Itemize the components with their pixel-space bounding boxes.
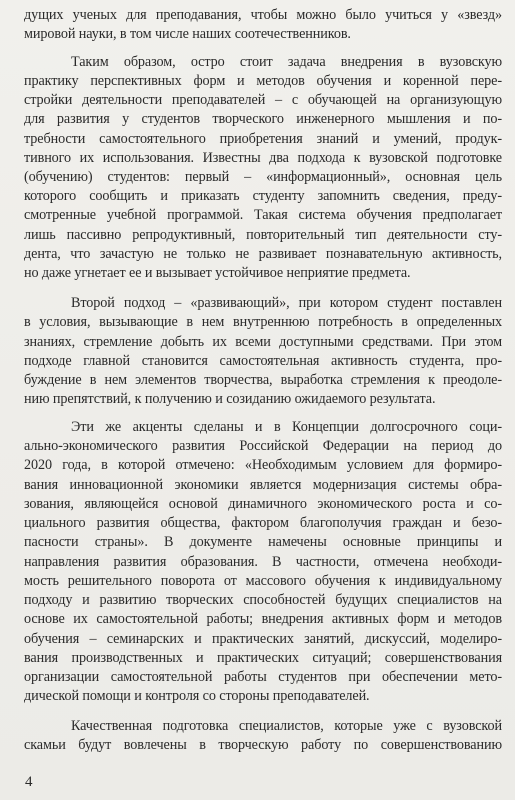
text-line: Второй подход – «развивающий», при котором студент поставлен [71,295,502,311]
text-line: практику перспективных форм и методов обучения и коренной пере- [24,73,502,89]
text-line: Качественная подготовка специалистов, которые уже с вузовской [71,718,502,734]
text-line: направления развития образования. В частности, отмечена необходи- [24,554,502,570]
text-line: вания инновационной экономики является модернизация системы обра- [24,477,502,493]
text-line: знаниях, стремление добыть их всеми доступными средствами. При этом [24,334,502,350]
text-line: (обучению) студентов: первый – «информационный», основная цель [24,169,502,185]
text-line: Эти же акценты сделаны и в Концепции долгосрочного соци- [71,419,502,435]
text-line: вания производственных и практических ситуаций; совершенствования [24,650,502,666]
text-line: которого сообщить и приказать студенту запомнить сведения, преду- [24,188,502,204]
text-line: в условия, вызывающие в нем внутреннюю потребность в определенных [24,314,502,330]
text-line: 2020 года, в которой отмечено: «Необходимым условием для формиро- [24,457,502,473]
text-line: требности самостоятельного приобретения знаний и умений, продук- [24,131,502,147]
text-line: дущих ученых для преподавания, чтобы можно было учиться у «звезд» [24,7,502,23]
text-line: но даже угнетает ее и вызывает устойчивое неприятие предмета. [24,265,411,281]
text-line: нию препятствий, к получению и созиданию ожидаемого результата. [24,391,436,407]
text-line: буждение в нем элементов творчества, выработка стремления к преодоле- [24,372,502,388]
text-line: подходе главной становится самостоятельная активность студента, про- [24,353,502,369]
text-line: зования, являющейся основой динамичного экономического роста и со- [24,496,502,512]
text-line: стройки деятельности преподавателей – с обучающей на организующую [24,92,502,108]
text-line: циального развития общества, фактором благополучия граждан и безо- [24,515,502,531]
text-line: лишь пассивно репродуктивный, повторительный тип деятельности сту- [24,227,502,243]
text-line: обучения – семинарских и практических занятий, дискуссий, моделиро- [24,631,502,647]
page-number: 4 [25,774,33,790]
text-line: мость решительного поворота от массового обучения к индивидуальному [24,573,502,589]
text-line: пасности страны». В документе намечены основные принципы и [24,534,502,550]
text-line: Таким образом, остро стоит задача внедрения в вузовскую [71,54,502,70]
text-line: дента, что зачастую не только не развивает познавательную активность, [24,246,502,262]
text-line: мировой науки, в том числе наших соотечественников. [24,26,351,42]
text-line: ально-экономического развития Российской Федерации на период до [24,438,502,454]
text-line: дической помощи и контроля со стороны преподавателей. [24,688,370,704]
text-line: основе их самостоятельной работы; внедрения активных форм и методов [24,611,502,627]
text-line: скамьи будут вовлечены в творческую работу по совершенствованию [24,737,502,753]
text-line: смотренные учебной программой. Такая система обучения предполагает [24,207,502,223]
text-line: подходу и развитию творческих способностей будущих специалистов на [24,592,502,608]
text-line: тивного их использования. Известны два подхода к вузовской подготовке [24,150,502,166]
text-line: организации самостоятельной работы студентов при обеспечении мето- [24,669,502,685]
text-line: для развития у студентов творческого инженерного мышления и по- [24,111,502,127]
